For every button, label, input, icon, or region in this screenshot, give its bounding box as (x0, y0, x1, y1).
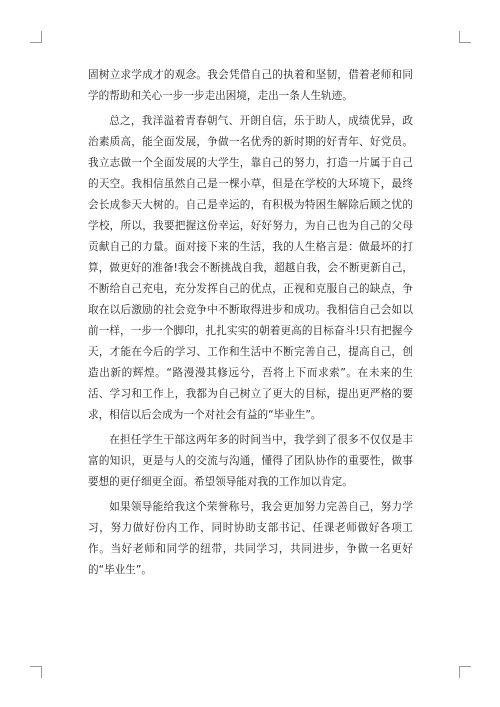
document-body (88, 65, 413, 585)
crop-mark-bottom-right (459, 666, 471, 678)
paragraph-4: 如果领导能给我这个荣誉称号，我会更加努力完善自己，努力学习，努力做好份内工作，同时协助支部书记、任课老师做好各项工作。当好老师和同学的纽带，共同学习，共同进步，争做一名更好的“毕业生”。 (88, 501, 413, 576)
crop-mark-top-left (30, 31, 42, 43)
paragraph-3: 在担任学生干部这两年多的时间当中，我学到了很多不仅仅是丰富的知识，更是与人的交流与沟通，懂得了团队协作的重要性，做事要想的更仔细更全面。希望领导能对我的工作加以肯定。 (88, 434, 413, 488)
paragraph-2: 总之，我洋溢着青春朝气、开朗自信，乐于助人，成绩优异，政治素质高，能全面发展，争做一名优秀的新时期的好青年、好党员。我立志做一个全面发展的大学生，靠自己的努力，打造一片属于自己的天空。我相信虽然自己是一棵小草，但是在学校的大环境下，最终会长成参天大树的。自己是幸运的，有积极为特困生解除后顾之忧的学校，所以，我要把握这份幸运，好好努力，为自己也为自己的父母贡献自己的力量。面对接下来的生活，我的人生格言是：做最坏的打算，做更好的准备!我会不断挑战自我，超越自我，会不断更新自己，不断给自己充电，充分发挥自己的优点，正视和克服自己的缺点，争取在以后激励的社会竞争中不断取得进步和成功。我相信自己会如以前一样，一步一个脚印，扎扎实实的朝着更高的目标奋斗!只有把握今天，才能在今后的学习、工作和生活中不断完善自己，提高自己，创造出新的辉煌。“路漫漫其修远兮，吾将上下而求索”。在未来的生活、学习和工作上，我都为自己树立了更大的目标，提出更严格的要求，相信以后会成为一个对社会有益的“毕业生”。 (88, 115, 413, 421)
paragraph-1: 固树立求学成才的观念。我会凭借自己的执着和坚韧，借着老师和同学的帮助和关心一步一步走出困境，走出一条人生轨迹。 (88, 69, 413, 102)
crop-mark-top-right (459, 31, 471, 43)
crop-mark-bottom-left (30, 666, 42, 678)
